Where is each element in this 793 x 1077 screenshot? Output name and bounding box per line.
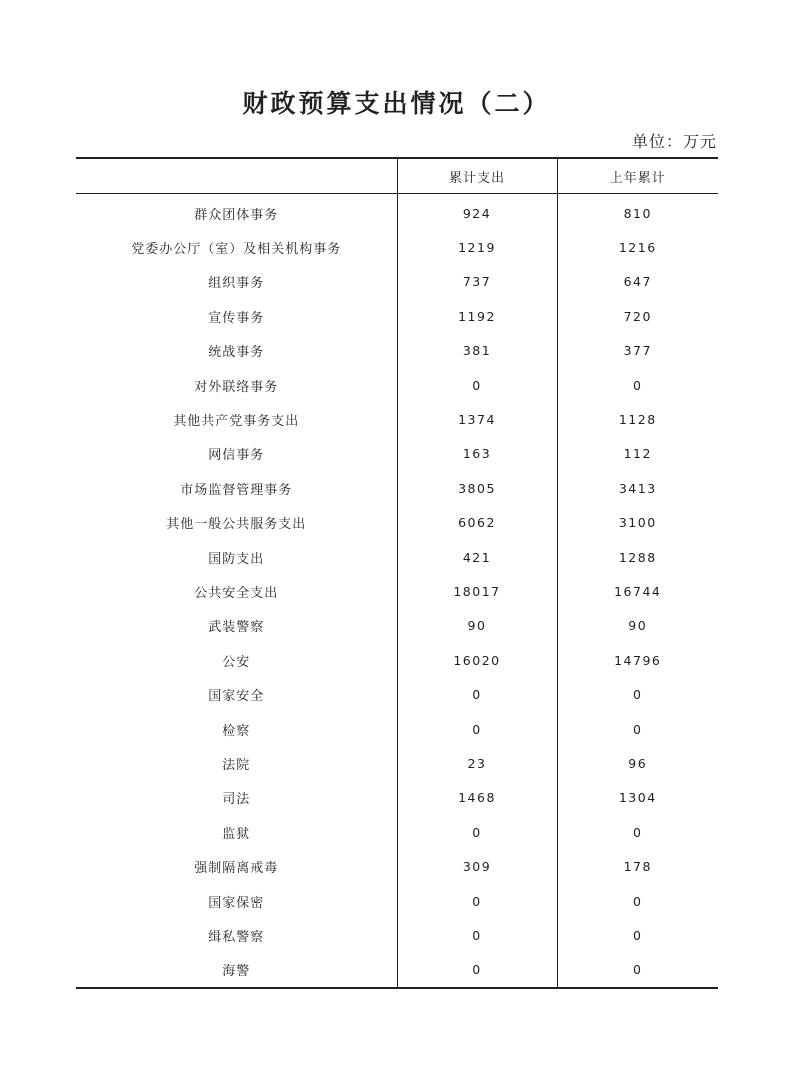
table-row xyxy=(76,746,718,780)
table-row xyxy=(76,643,718,677)
row-label: 其他共产党事务支出 xyxy=(173,414,300,430)
last-year-value: 1216 xyxy=(557,230,718,264)
table-row xyxy=(76,849,718,883)
last-year-value: 0 xyxy=(557,712,718,746)
row-label: 对外联络事务 xyxy=(194,379,279,395)
row-label: 宣传事务 xyxy=(208,310,265,326)
table-row xyxy=(76,265,718,299)
cumulative-value: 0 xyxy=(397,712,557,746)
last-year-value: 1288 xyxy=(557,540,718,574)
cumulative-value: 421 xyxy=(397,540,557,574)
table-row xyxy=(76,471,718,505)
cumulative-value: 163 xyxy=(397,437,557,471)
table-row xyxy=(76,609,718,643)
table-row xyxy=(76,402,718,436)
cumulative-value: 18017 xyxy=(397,574,557,608)
header-cumulative: 累计支出 xyxy=(397,158,557,194)
cumulative-value: 0 xyxy=(397,918,557,952)
last-year-value: 112 xyxy=(557,437,718,471)
row-label: 监狱 xyxy=(222,826,251,842)
cumulative-value: 1374 xyxy=(397,402,557,436)
last-year-value: 377 xyxy=(557,334,718,368)
last-year-value: 90 xyxy=(557,609,718,643)
header-last-year: 上年累计 xyxy=(557,158,718,194)
row-label: 网信事务 xyxy=(208,448,265,464)
last-year-value: 0 xyxy=(557,815,718,849)
row-label: 组织事务 xyxy=(208,276,265,292)
last-year-value: 0 xyxy=(557,918,718,952)
table-row xyxy=(76,437,718,471)
table-row xyxy=(76,815,718,849)
cumulative-value: 381 xyxy=(397,334,557,368)
expenditure-table xyxy=(76,157,718,989)
last-year-value: 720 xyxy=(557,299,718,333)
cumulative-value: 16020 xyxy=(397,643,557,677)
row-label: 公安 xyxy=(222,654,251,670)
table-row xyxy=(76,712,718,746)
last-year-value: 16744 xyxy=(557,574,718,608)
page-title: 财政预算支出情况（二） xyxy=(242,89,551,118)
row-label: 强制隔离戒毒 xyxy=(194,861,279,877)
row-label: 检察 xyxy=(222,723,251,739)
cumulative-value: 737 xyxy=(397,265,557,299)
row-label: 统战事务 xyxy=(208,345,265,361)
last-year-value: 14796 xyxy=(557,643,718,677)
cumulative-value: 0 xyxy=(397,884,557,918)
expenditure-table-container xyxy=(76,157,718,989)
last-year-value: 647 xyxy=(557,265,718,299)
table-row xyxy=(76,574,718,608)
cumulative-value: 0 xyxy=(397,815,557,849)
row-label: 国家安全 xyxy=(208,689,265,705)
row-label: 公共安全支出 xyxy=(194,585,279,601)
table-body xyxy=(76,194,718,988)
cumulative-value: 1219 xyxy=(397,230,557,264)
table-row xyxy=(76,368,718,402)
table-row xyxy=(76,918,718,952)
row-label: 海警 xyxy=(222,964,251,980)
cumulative-value: 924 xyxy=(397,194,557,231)
table-header-row xyxy=(76,158,718,194)
table-row xyxy=(76,677,718,711)
last-year-value: 1304 xyxy=(557,781,718,815)
last-year-value: 0 xyxy=(557,884,718,918)
table-row xyxy=(76,194,718,231)
last-year-value: 178 xyxy=(557,849,718,883)
unit-label: 单位：万元 xyxy=(631,132,717,151)
row-label: 司法 xyxy=(222,792,251,808)
row-label: 党委办公厅（室）及相关机构事务 xyxy=(131,242,342,258)
table-row xyxy=(76,230,718,264)
table-row xyxy=(76,540,718,574)
cumulative-value: 0 xyxy=(397,953,557,988)
last-year-value: 3100 xyxy=(557,506,718,540)
row-label: 国防支出 xyxy=(208,551,265,567)
cumulative-value: 0 xyxy=(397,677,557,711)
row-label: 缉私警察 xyxy=(208,929,265,945)
header-item xyxy=(76,158,397,194)
last-year-value: 3413 xyxy=(557,471,718,505)
row-label: 其他一般公共服务支出 xyxy=(166,517,307,533)
table-row xyxy=(76,781,718,815)
cumulative-value: 90 xyxy=(397,609,557,643)
cumulative-value: 0 xyxy=(397,368,557,402)
row-label: 国家保密 xyxy=(208,895,265,911)
row-label: 群众团体事务 xyxy=(194,207,279,223)
row-label: 市场监督管理事务 xyxy=(180,482,293,498)
cumulative-value: 1192 xyxy=(397,299,557,333)
table-row xyxy=(76,884,718,918)
cumulative-value: 23 xyxy=(397,746,557,780)
last-year-value: 810 xyxy=(557,194,718,231)
row-label: 武装警察 xyxy=(208,620,265,636)
row-label: 法院 xyxy=(222,757,251,773)
table-row xyxy=(76,334,718,368)
table-row xyxy=(76,299,718,333)
last-year-value: 0 xyxy=(557,953,718,988)
last-year-value: 96 xyxy=(557,746,718,780)
last-year-value: 0 xyxy=(557,677,718,711)
table-row xyxy=(76,953,718,988)
cumulative-value: 3805 xyxy=(397,471,557,505)
last-year-value: 1128 xyxy=(557,402,718,436)
cumulative-value: 309 xyxy=(397,849,557,883)
last-year-value: 0 xyxy=(557,368,718,402)
cumulative-value: 1468 xyxy=(397,781,557,815)
cumulative-value: 6062 xyxy=(397,506,557,540)
table-row xyxy=(76,506,718,540)
